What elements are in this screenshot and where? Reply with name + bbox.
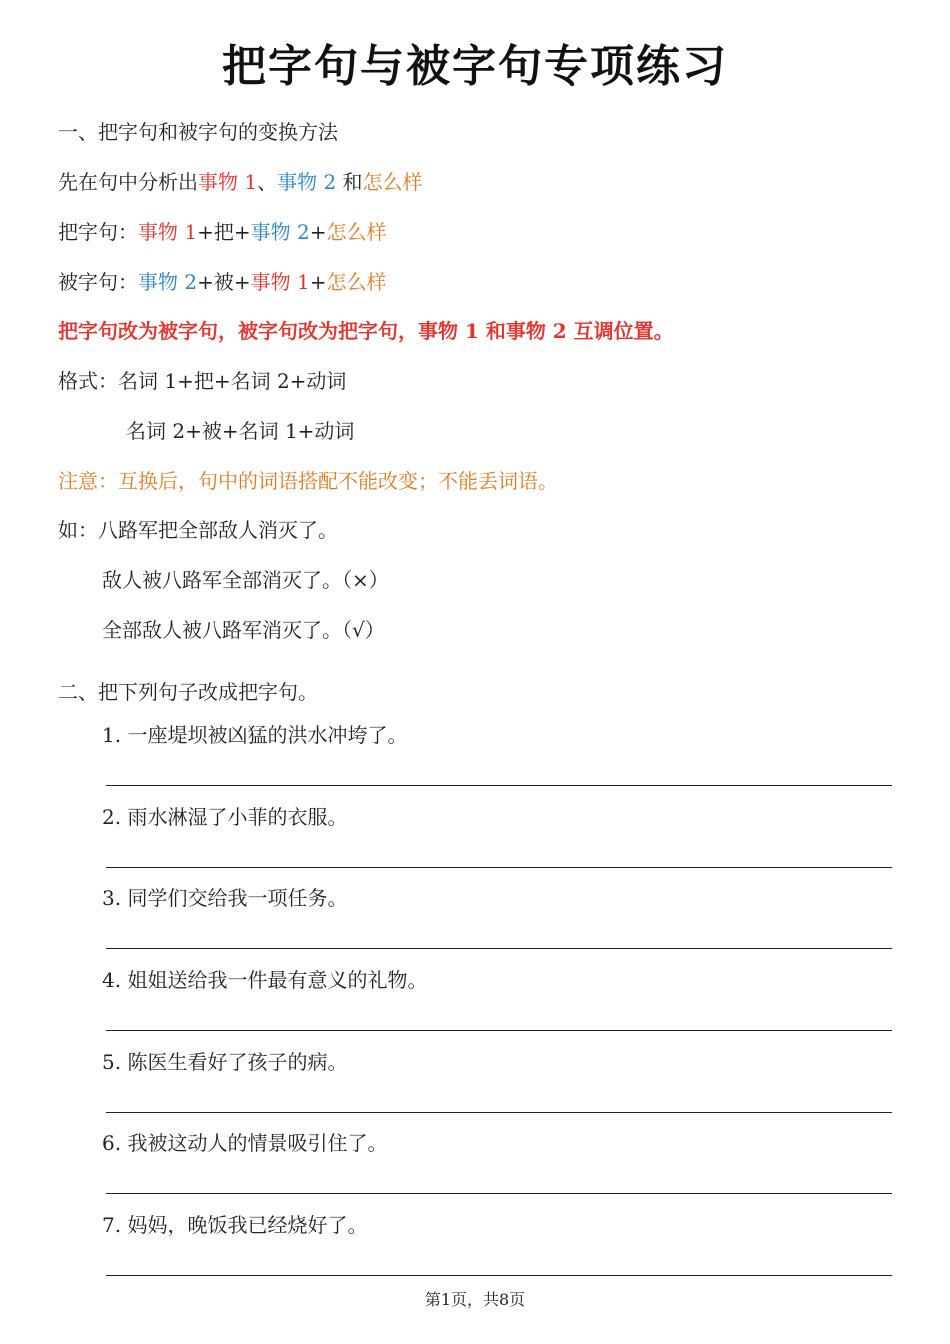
bei-formula-label: 被字句： [58,270,138,294]
answer-line-1[interactable] [106,785,892,786]
question-5: 5. 陈医生看好了孩子的病。 [102,1050,348,1074]
page-title: 把字句与被字句专项练习 [222,41,728,92]
example-label: 如： [58,518,98,542]
answer-line-6[interactable] [106,1193,892,1194]
page-footer: 第1页，共8页 [424,1290,526,1309]
format-label: 格式： [58,369,118,393]
bei-formula [58,268,386,296]
analyze-and: 和 [336,170,363,194]
answer-line-5[interactable] [106,1112,892,1113]
bei-thing2: 事物 2 [138,270,198,294]
analyze-line [58,168,423,196]
example-sentence: 八路军把全部敌人消灭了。 [98,518,338,542]
ba-plus: + [309,220,327,244]
note: 注意：互换后，句中的词语搭配不能改变；不能丢词语。 [58,469,558,493]
ba-formula-label: 把字句： [58,220,138,244]
ba-formula [58,218,386,246]
bei-mid: +被+ [197,270,251,294]
format-line-1 [58,367,346,395]
answer-line-4[interactable] [106,1030,892,1031]
question-7: 7. 妈妈，晚饭我已经烧好了。 [102,1213,368,1237]
format-bei: 名词 2+被+名词 1+动词 [126,419,355,443]
thing1-label: 事物 1 [198,170,258,194]
swap-rule: 把字句改为被字句，被字句改为把字句，事物 1 和事物 2 互调位置。 [58,319,674,343]
question-2: 2. 雨水淋湿了小菲的衣服。 [102,805,348,829]
analyze-sep: 、 [257,170,278,194]
question-3: 3. 同学们交给我一项任务。 [102,886,348,910]
format-ba: 名词 1+把+名词 2+动词 [118,369,347,393]
question-1: 1. 一座堤坝被凶猛的洪水冲垮了。 [102,723,408,747]
bei-how: 怎么样 [326,270,387,294]
answer-line-7[interactable] [106,1275,892,1276]
ba-thing2: 事物 2 [250,220,310,244]
answer-line-3[interactable] [106,948,892,949]
bei-thing1: 事物 1 [250,270,310,294]
ba-mid: +把+ [197,220,251,244]
example-wrong: 敌人被八路军全部消灭了。（×） [102,568,389,592]
thing2-label: 事物 2 [277,170,337,194]
answer-line-2[interactable] [106,867,892,868]
example-right: 全部敌人被八路军消灭了。（√） [102,618,385,642]
ba-thing1: 事物 1 [138,220,198,244]
section1-heading: 一、把字句和被字句的变换方法 [58,120,338,144]
analyze-prefix: 先在句中分析出 [58,170,198,194]
ba-how: 怎么样 [326,220,387,244]
bei-plus: + [309,270,327,294]
section2-heading: 二、把下列句子改成把字句。 [58,680,318,704]
question-4: 4. 姐姐送给我一件最有意义的礼物。 [102,968,428,992]
question-6: 6. 我被这动人的情景吸引住了。 [102,1131,388,1155]
example-line [58,516,338,544]
how-label: 怎么样 [362,170,423,194]
